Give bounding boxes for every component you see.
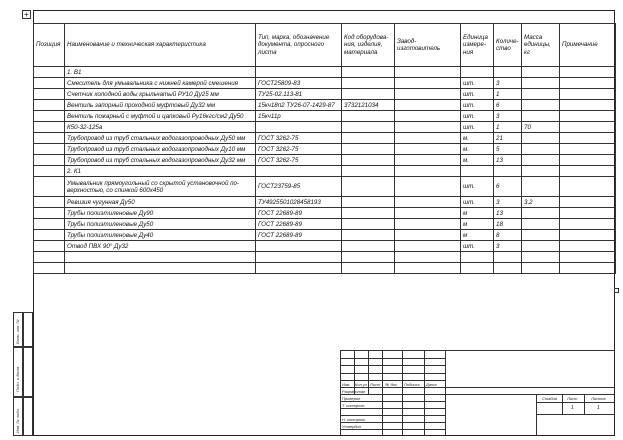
role-approved: Утвердил [342,424,362,429]
cell-maker [395,122,461,133]
cell-type: ГОСТ 3262-75 [256,144,342,155]
cell-name: Вентиль запорный проходной муфтовый Ду32 мм [65,100,256,111]
cell-name: Трубопровод из труб стальных водогазопроводных Ду32 мм [65,155,256,166]
cell-note [560,155,616,166]
col-izm: Изм. [342,382,351,387]
cell-pos [34,166,65,177]
header-code: Код оборудова-ния, изделия, материала [342,24,395,67]
left-stamp-strip [13,312,33,436]
cell-code [342,89,395,100]
header-maker: Завод-изготовитель [395,24,461,67]
cell-pos [34,252,65,263]
cell-code [342,263,395,274]
cell-pos [34,111,65,122]
cell-maker [395,144,461,155]
cell-type: ГОСТ23759-85 [256,177,342,197]
sheets-header: Листов [591,396,606,401]
cell-code [342,155,395,166]
cell-qty: 1 [494,122,522,133]
cell-note [560,208,616,219]
cell-unit [461,263,494,274]
cell-type [256,67,342,78]
cell-maker [395,166,461,177]
cell-mass: 3,2 [522,197,560,208]
cell-note [560,252,616,263]
cell-name: Трубы полиэтиленовые Ду40 [65,230,256,241]
cell-pos [34,197,65,208]
cell-pos [34,219,65,230]
expand-icon[interactable]: + [22,10,31,19]
cell-qty: 6 [494,177,522,197]
cell-unit: шт. [461,111,494,122]
sign-date-value [23,347,33,397]
resize-handle[interactable] [614,288,619,293]
cell-note [560,177,616,197]
cell-code [342,78,395,89]
role-checked: Проверил [342,396,361,401]
header-qty: Количе-ство [494,24,522,67]
cell-name: Отвод ПВХ 90° Ду32 [65,241,256,252]
cell-type: ГОСТ 22689-89 [256,208,342,219]
replace-inv-label: Взам. инв. № [15,319,20,344]
cell-note [560,78,616,89]
cell-pos [34,144,65,155]
cell-code [342,230,395,241]
table-row [34,122,616,133]
col-list: Лист [370,382,381,387]
cell-code [342,111,395,122]
table-row [34,197,616,208]
cell-note [560,133,616,144]
cell-pos [34,241,65,252]
cell-name: Умывальник прямоугольный со скрытой установочной по-верхностью, со спинкой 600х450 [65,177,256,197]
cell-unit: м. [461,155,494,166]
col-sign: Подпись [404,382,420,387]
cell-code [342,219,395,230]
cell-code [342,197,395,208]
sign-date-label: Подп. и дата [15,366,20,392]
cell-pos [34,89,65,100]
header-note: Примечание [560,24,616,67]
cell-unit: шт. [461,122,494,133]
table-row [34,100,616,111]
cell-unit [461,166,494,177]
cell-unit: шт. [461,177,494,197]
cell-mass [522,111,560,122]
stage-header: Стадия [542,396,557,401]
inv-no-value [23,397,33,436]
table-row [34,111,616,122]
header-mass: Масса единицы, кг [522,24,560,67]
cell-maker [395,263,461,274]
cell-pos [34,78,65,89]
cell-code [342,122,395,133]
cell-type [256,252,342,263]
cell-mass [522,177,560,197]
cell-unit: шт. [461,241,494,252]
cell-note [560,111,616,122]
cell-mass [522,208,560,219]
sheet-number: 1 [571,405,574,411]
cell-pos [34,208,65,219]
cell-qty: 3 [494,197,522,208]
cell-qty: 8 [494,230,522,241]
cell-qty: 6 [494,100,522,111]
cell-unit: м. [461,133,494,144]
cell-code [342,252,395,263]
cell-qty: 3 [494,111,522,122]
cell-unit: м [461,208,494,219]
role-ncontrol: Н. контроль [342,417,366,422]
cell-unit: шт. [461,89,494,100]
cell-maker [395,208,461,219]
table-row [34,219,616,230]
cell-mass [522,100,560,111]
cell-qty: 5 [494,144,522,155]
cell-name: 1. В1 [65,67,256,78]
cell-maker [395,219,461,230]
cell-pos [34,133,65,144]
cell-mass [522,166,560,177]
cell-name: Трубы полиэтиленовые Ду50 [65,219,256,230]
table-row [34,155,616,166]
cell-mass [522,230,560,241]
cell-note [560,241,616,252]
cell-mass [522,263,560,274]
table-row [34,133,616,144]
cell-name: Трубы полиэтиленовые Ду90 [65,208,256,219]
cell-type: 15кч11р [256,111,342,122]
cell-type: 15кч18п2 ТУ26-07-1429-87 [256,100,342,111]
header-position: Позиция [34,24,65,67]
cell-maker [395,100,461,111]
cell-mass [522,252,560,263]
cell-pos [34,263,65,274]
cell-type: ГОСТ25809-83 [256,78,342,89]
cell-qty [494,263,522,274]
title-block [340,350,615,436]
cell-code [342,67,395,78]
cell-type: ТУ25-02.113-81 [256,89,342,100]
cell-mass [522,133,560,144]
cell-mass [522,89,560,100]
table-row [34,89,616,100]
cell-name: Счетчик холодной воды крыльчатый РУ10 Ду25 мм [65,89,256,100]
table-row [34,208,616,219]
cell-note [560,100,616,111]
cell-unit: м [461,219,494,230]
cell-maker [395,197,461,208]
table-row [34,144,616,155]
cell-unit: м. [461,144,494,155]
cell-name: Смеситель для умывальника с нижней камерой смешения [65,78,256,89]
header-name: Наименование и техническая характеристика [65,24,256,67]
cell-name: К50-32-125а [65,122,256,133]
cell-pos [34,67,65,78]
cell-name: 2. К1 [65,166,256,177]
cell-name [65,263,256,274]
cell-name: Ревизия чугунная Ду50 [65,197,256,208]
header-unit: Единица измере-ния [461,24,494,67]
table-row [34,78,616,89]
cell-type [256,122,342,133]
specification-table [33,23,616,274]
cell-unit [461,252,494,263]
role-developed: Разработал [342,389,366,394]
cell-note [560,263,616,274]
cell-note [560,67,616,78]
cell-code [342,177,395,197]
cell-code [342,133,395,144]
cell-mass [522,219,560,230]
table-row [34,263,616,274]
cell-name [65,252,256,263]
cell-note [560,230,616,241]
role-tcontrol: Т. контроль [342,403,365,408]
cell-code [342,241,395,252]
cell-maker [395,133,461,144]
table-header-row [34,24,616,67]
cell-note [560,122,616,133]
cell-mass [522,78,560,89]
table-row [34,230,616,241]
cell-mass [522,241,560,252]
col-date: Дата [426,382,437,387]
cell-maker [395,111,461,122]
cell-mass [522,155,560,166]
cell-qty: 3 [494,241,522,252]
cell-qty: 18 [494,219,522,230]
cell-maker [395,78,461,89]
cell-qty: 13 [494,208,522,219]
cell-code [342,144,395,155]
cell-type [256,263,342,274]
sheet-header: Лист [567,396,578,401]
cell-note [560,166,616,177]
cell-type: ТУ4925501028458193 [256,197,342,208]
cell-note [560,89,616,100]
cell-note [560,219,616,230]
cell-maker [395,177,461,197]
cell-unit: шт. [461,78,494,89]
cell-unit: шт. [461,100,494,111]
cell-code: 3732121034 [342,100,395,111]
table-row [34,177,616,197]
table-row [34,241,616,252]
cell-maker [395,67,461,78]
cell-mass [522,144,560,155]
cell-type: ГОСТ 22689-89 [256,230,342,241]
cell-unit [461,67,494,78]
cell-code [342,166,395,177]
cell-qty [494,252,522,263]
cell-note [560,197,616,208]
cell-maker [395,230,461,241]
cell-type [256,241,342,252]
cell-type [256,166,342,177]
cell-type: ГОСТ 22689-89 [256,219,342,230]
cell-qty: 3 [494,78,522,89]
cell-pos [34,122,65,133]
cell-note [560,144,616,155]
cell-unit: шт. [461,197,494,208]
cell-type: ГОСТ 3262-75 [256,133,342,144]
cell-code [342,208,395,219]
sheets-count: 1 [597,405,600,411]
cell-qty: 13 [494,155,522,166]
cell-pos [34,100,65,111]
cell-type: ГОСТ 3262-75 [256,155,342,166]
cell-qty [494,166,522,177]
col-kol: Кол.уч [355,382,367,387]
cell-qty: 21 [494,133,522,144]
cell-name: Трубопровод из труб стальных водогазопроводных Ду50 мм [65,133,256,144]
cell-mass: 70 [522,122,560,133]
cell-name: Трубопровод из труб стальных водогазопроводных Ду10 мм [65,144,256,155]
table-row [34,67,616,78]
header-type: Тип, марка, обозначение документа, опросного листа [256,24,342,67]
cell-pos [34,230,65,241]
cell-qty: 1 [494,89,522,100]
cell-maker [395,241,461,252]
cell-pos [34,177,65,197]
inv-no-label: Инв. № подл. [15,408,20,433]
cell-qty [494,67,522,78]
cell-mass [522,67,560,78]
cell-maker [395,252,461,263]
cell-unit: м [461,230,494,241]
col-doc: № док [385,382,397,387]
table-row [34,166,616,177]
cell-pos [34,155,65,166]
table-row [34,252,616,263]
replace-inv-value [23,312,33,347]
cell-name: Вентиль пожарный с муфтой и цапковый Ру16кгс/см2 Ду50 [65,111,256,122]
cell-maker [395,89,461,100]
cell-maker [395,155,461,166]
